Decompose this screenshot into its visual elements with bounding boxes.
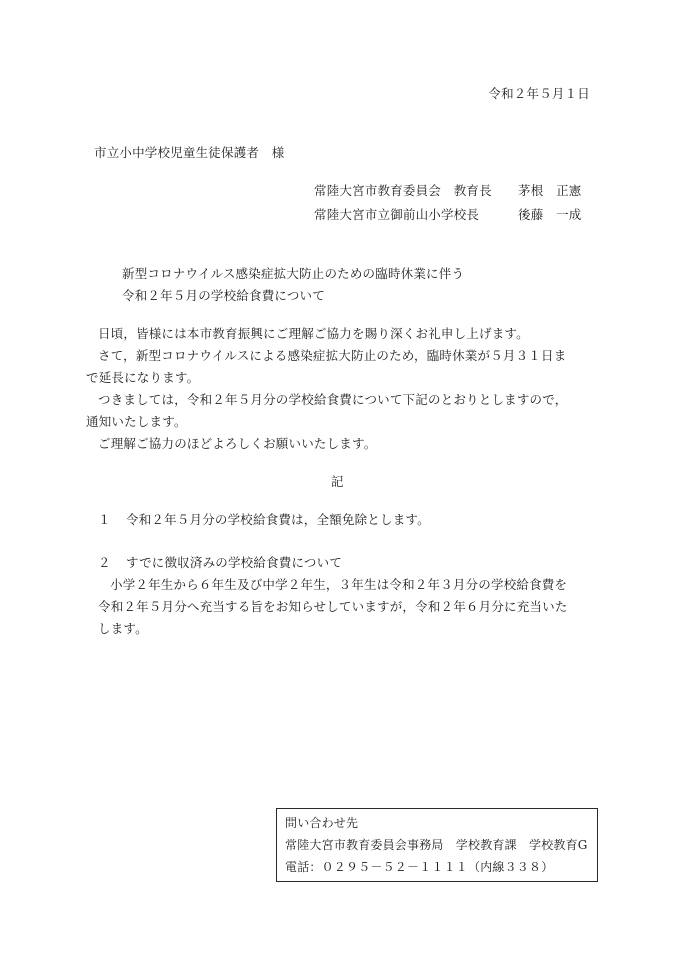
body-paragraph-2-line-1: さて，新型コロナウイルスによる感染症拡大防止のため，臨時休業が５月３１日ま <box>98 348 567 363</box>
document-date: 令和２年５月１日 <box>488 86 590 101</box>
contact-department: 常陸大宮市教育委員会事務局 学校教育課 学校教育G <box>285 838 588 852</box>
contact-box <box>276 808 598 882</box>
body-paragraph-4: ご理解ご協力のほどよろしくお願いいたします。 <box>98 436 377 451</box>
contact-heading: 問い合わせ先 <box>285 816 359 830</box>
title-line-1: 新型コロナウイルス感染症拡大防止のための臨時休業に伴う <box>122 266 465 281</box>
item-1-text: 令和２年５月分の学校給食費は，全額免除とします。 <box>126 512 430 527</box>
item-2-detail-line-2: 令和２年５月分へ充当する旨をお知らせしていますが，令和２年６月分に充当いた <box>98 599 568 614</box>
item-2-detail-line-3: します。 <box>98 621 148 636</box>
sender-name-1: 茅根 正憲 <box>518 183 582 198</box>
addressee: 市立小中学校児童生徒保護者 様 <box>94 145 285 160</box>
item-2-text: すでに徴収済みの学校給食費について <box>126 555 343 570</box>
item-2-number: ２ <box>98 555 111 570</box>
body-paragraph-2-line-2: で延長になります。 <box>86 370 200 385</box>
sender-name-2: 後藤 一成 <box>518 207 582 222</box>
body-paragraph-1: 日頃，皆様には本市教育振興にご理解ご協力を賜り深くお礼申し上げます。 <box>98 326 529 341</box>
contact-phone: 電話：０２９５－５２－１１１１（内線３３８） <box>285 860 554 874</box>
sender-org-2: 常陸大宮市立御前山小学校長 <box>314 207 480 222</box>
title-line-2: 令和２年５月の学校給食費について <box>122 288 325 303</box>
sender-org-1: 常陸大宮市教育委員会 教育長 <box>314 183 492 198</box>
item-2-detail-line-1: 小学２年生から６年生及び中学２年生，３年生は令和２年３月分の学校給食費を <box>110 577 568 592</box>
item-1-number: １ <box>98 512 111 527</box>
ki-heading: 記 <box>331 474 344 489</box>
body-paragraph-3-line-1: つきましては，令和２年５月分の学校給食費について下記のとおりとしますので， <box>98 392 568 407</box>
body-paragraph-3-line-2: 通知いたします。 <box>86 414 187 429</box>
